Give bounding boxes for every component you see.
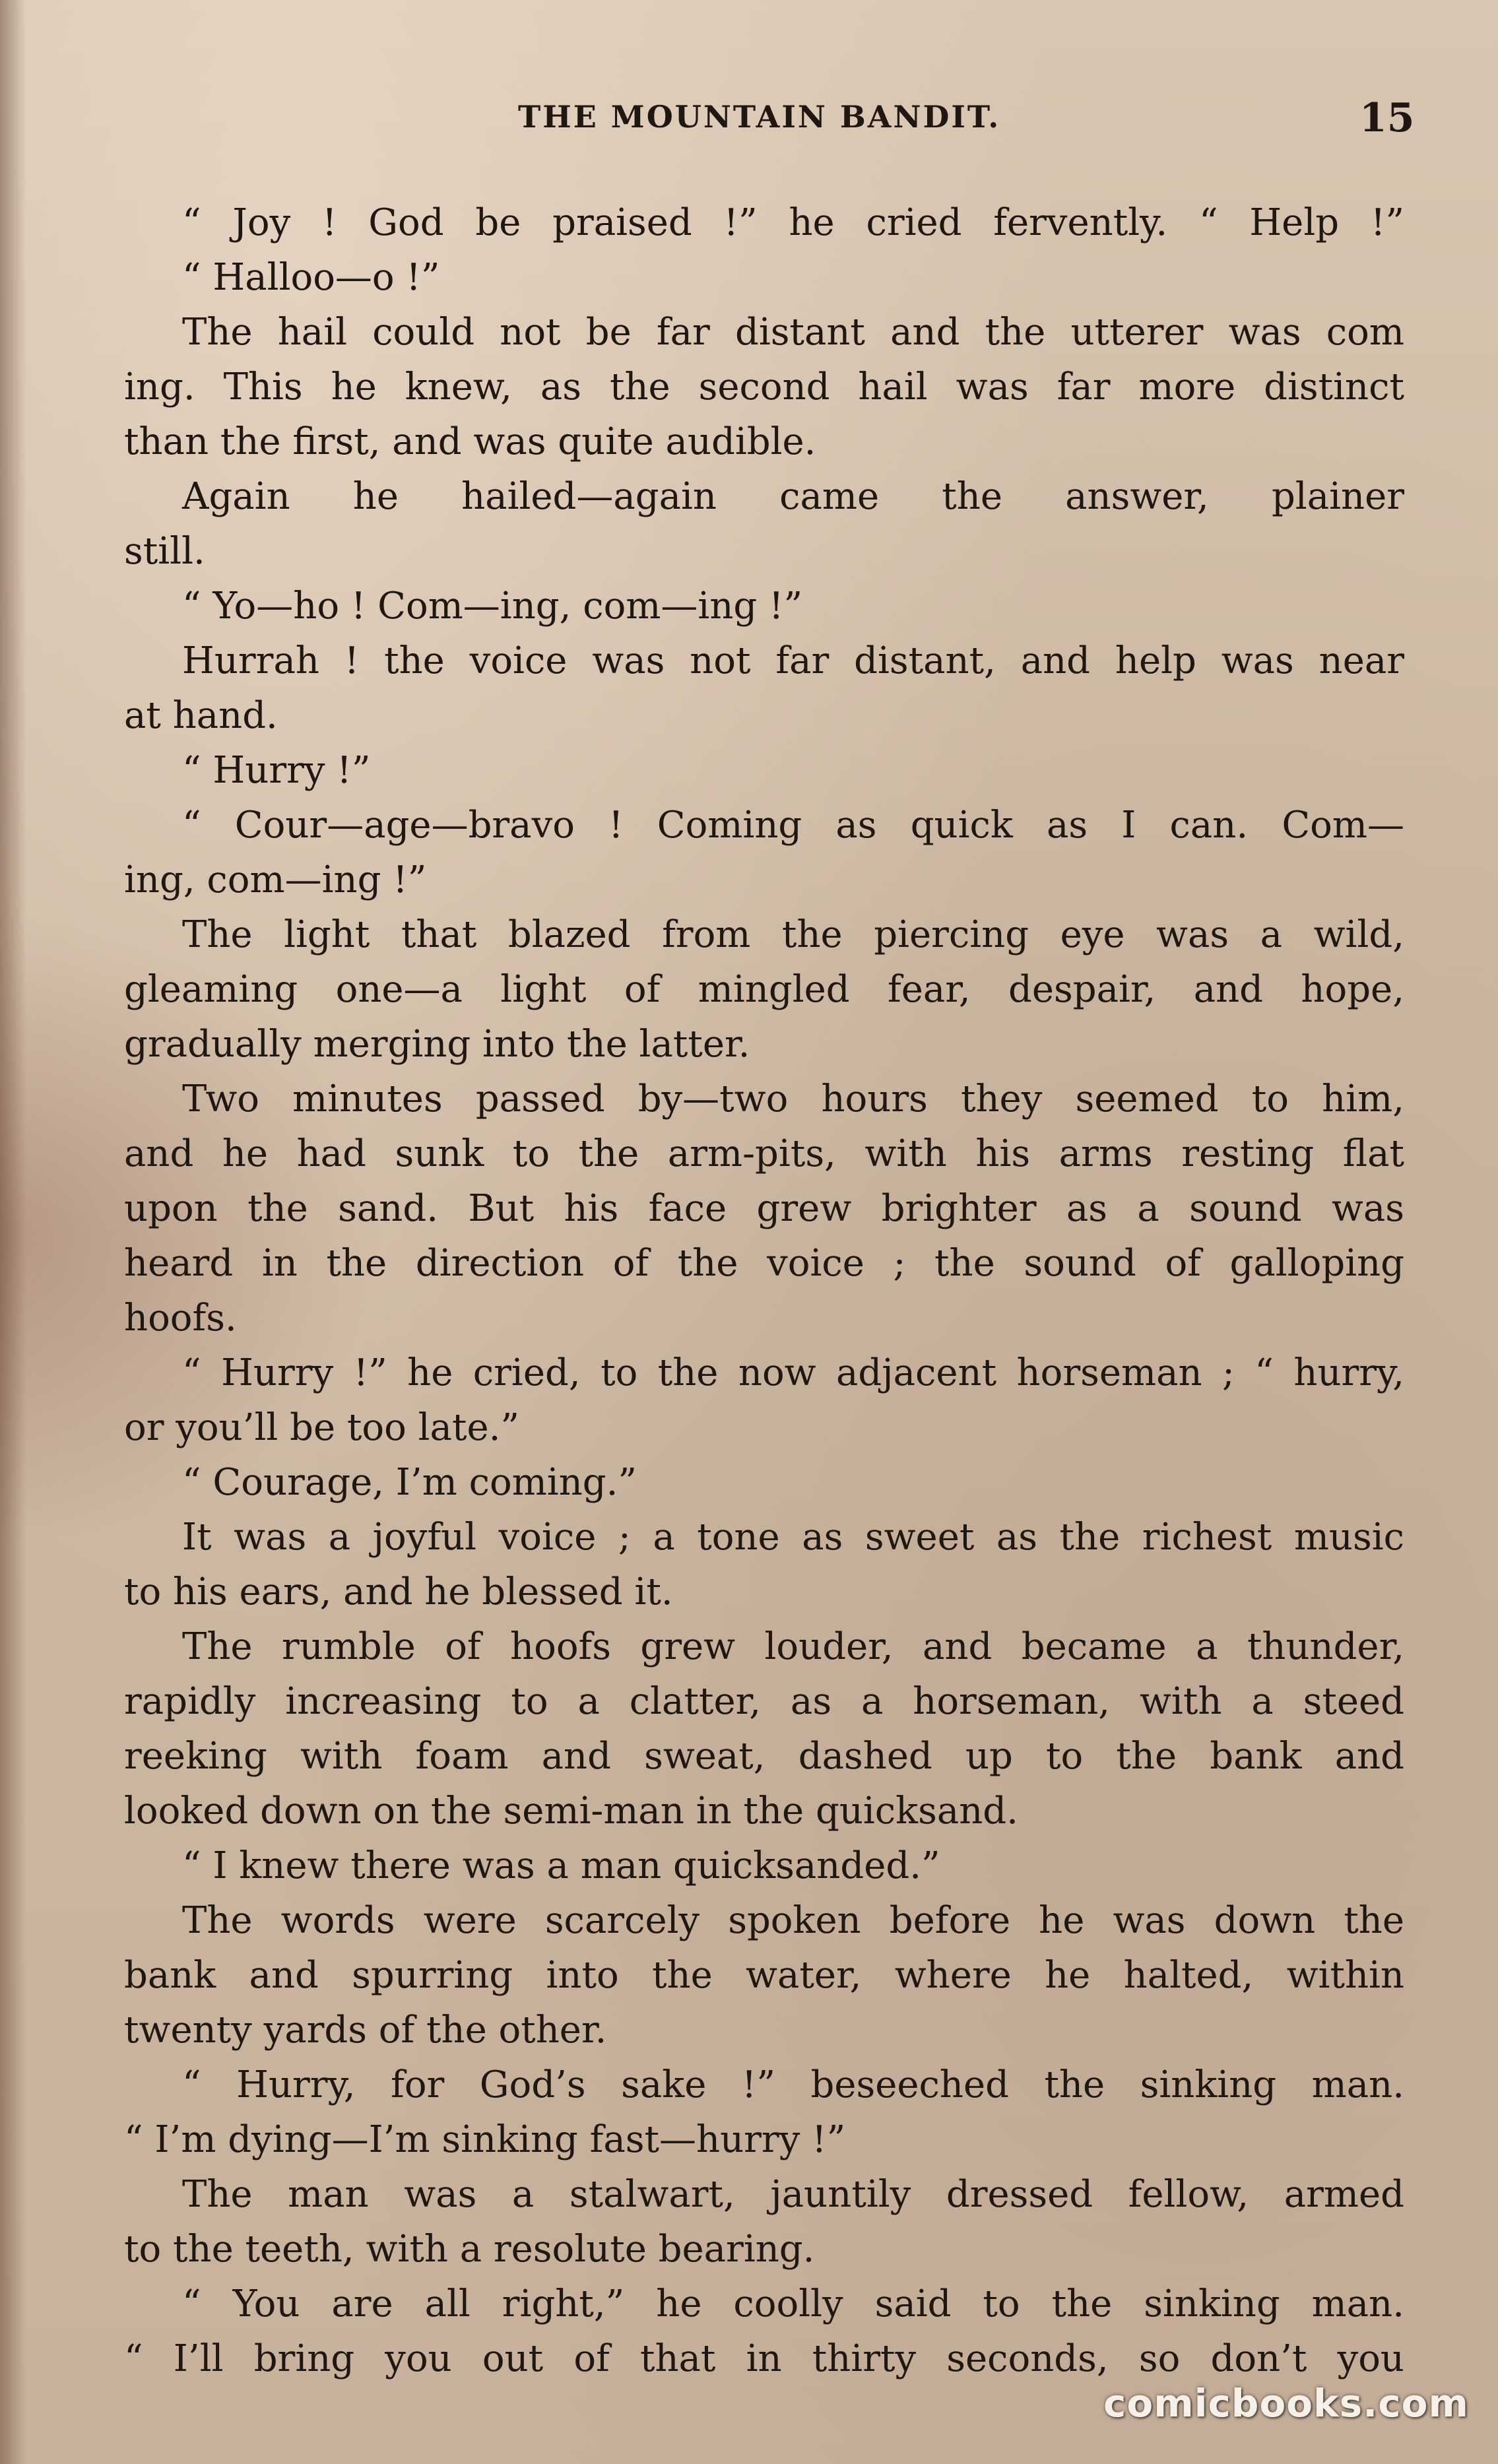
text-line: at hand. <box>124 694 278 737</box>
text-line: to the teeth, with a resolute bearing. <box>124 2228 815 2271</box>
text-line: bank and spurring into the water, where he halted, within <box>124 1954 1404 1997</box>
text-line: twenty yards of the other. <box>124 2009 607 2052</box>
page-number: 15 <box>1359 95 1415 141</box>
text-line: “ You are all right,” he coolly said to the sinking man. <box>182 2283 1404 2325</box>
text-line: It was a joyful voice ; a tone as sweet as the richest music <box>182 1516 1404 1559</box>
text-line: heard in the direction of the voice ; the sound of galloping <box>124 1242 1404 1285</box>
text-line: rapidly increasing to a clatter, as a horseman, with a steed <box>124 1680 1404 1723</box>
text-line: reeking with foam and sweat, dashed up to the bank and <box>124 1735 1404 1778</box>
text-line: The light that blazed from the piercing eye was a wild, <box>182 913 1404 956</box>
text-line: Two minutes passed by—two hours they seemed to him, <box>182 1078 1404 1120</box>
text-line: The rumble of hoofs grew louder, and became a thunder, <box>182 1625 1404 1668</box>
text-line: “ Joy ! God be praised !” he cried fervently. “ Help !” <box>182 201 1404 244</box>
text-line: “ I knew there was a man quicksanded.” <box>182 1844 940 1887</box>
text-line: upon the sand. But his face grew brighter as a sound was <box>124 1187 1404 1230</box>
text-line: and he had sunk to the arm-pits, with his arms resting flat <box>124 1132 1404 1175</box>
text-line: ing, com—ing !” <box>124 859 427 901</box>
text-line: “ Hurry !” he cried, to the now adjacent horseman ; “ hurry, <box>182 1351 1404 1394</box>
body-text <box>124 195 1404 2386</box>
text-line: or you’ll be too late.” <box>124 1406 520 1449</box>
page-header <box>0 95 1498 152</box>
text-line: still. <box>124 530 205 573</box>
text-line: gleaming one—a light of mingled fear, despair, and hope, <box>124 968 1404 1011</box>
text-line: Hurrah ! the voice was not far distant, and help was near <box>182 639 1404 682</box>
text-line: “ Cour—age—bravo ! Coming as quick as I can. Com— <box>182 804 1404 847</box>
text-line: ing. This he knew, as the second hail was far more distinct <box>124 366 1404 408</box>
text-line: “ Courage, I’m coming.” <box>182 1461 637 1504</box>
text-line: “ Hurry, for God’s sake !” beseeched the sinking man. <box>182 2063 1404 2106</box>
text-line: The man was a stalwart, jauntily dressed fellow, armed <box>182 2173 1404 2216</box>
text-line: gradually merging into the latter. <box>124 1023 750 1066</box>
text-line: “ Halloo—o !” <box>182 256 440 299</box>
text-line: “ Hurry !” <box>182 749 371 792</box>
text-line: “ Yo—ho ! Com—ing, com—ing !” <box>182 585 803 628</box>
text-line: to his ears, and he blessed it. <box>124 1571 673 1613</box>
watermark: comicbooks.com <box>1103 2381 1469 2426</box>
text-line: looked down on the semi-man in the quicksand. <box>124 1790 1018 1832</box>
text-line: Again he hailed—again came the answer, plainer <box>182 475 1404 518</box>
text-line: hoofs. <box>124 1297 237 1340</box>
text-line: than the first, and was quite audible. <box>124 420 816 463</box>
text-line: “ I’m dying—I’m sinking fast—hurry !” <box>124 2118 846 2161</box>
running-title: THE MOUNTAIN BANDIT. <box>518 99 1001 135</box>
text-line: The words were scarcely spoken before he was down the <box>182 1899 1404 1942</box>
page-binding-shadow <box>0 0 26 2464</box>
text-line: The hail could not be far distant and the utterer was com <box>182 311 1404 354</box>
text-line: “ I’ll bring you out of that in thirty seconds, so don’t you <box>124 2337 1404 2380</box>
